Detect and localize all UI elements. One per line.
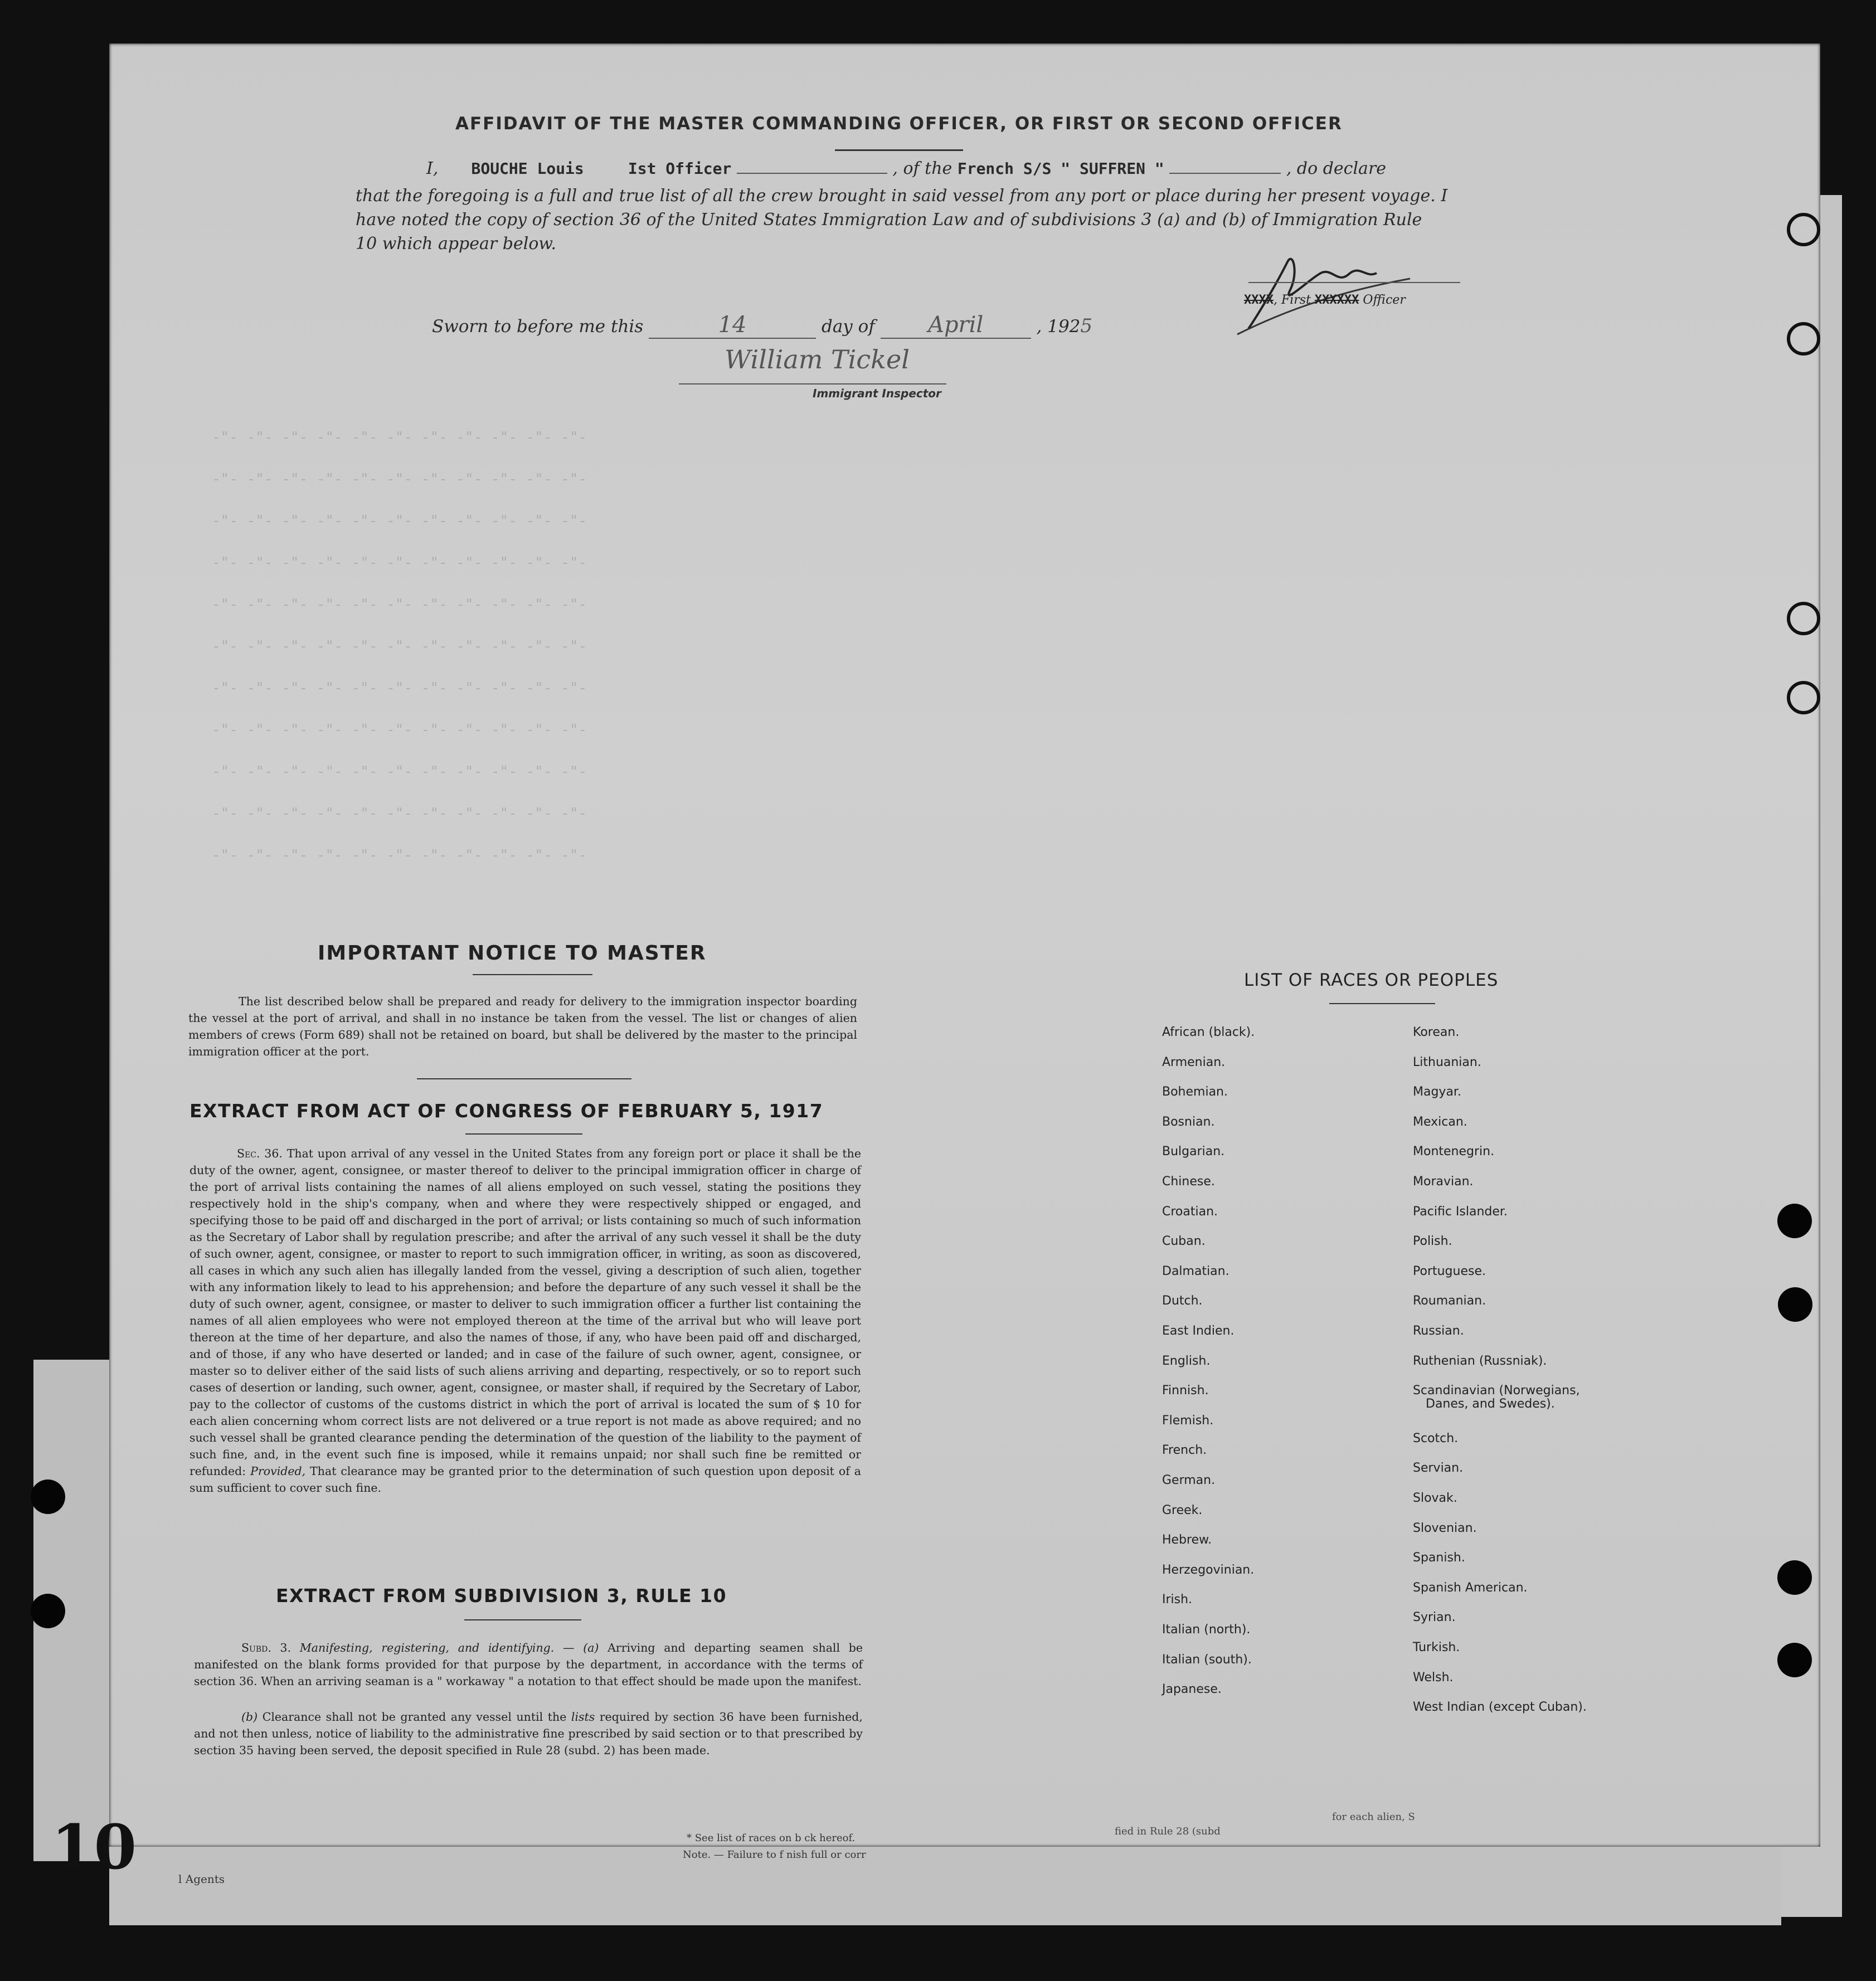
race-item: Armenian. [1162,1055,1226,1069]
race-item: Bohemian. [1162,1085,1228,1099]
footer-each-alien: for each alien, S [1332,1811,1415,1823]
race-item: Polish. [1413,1234,1452,1249]
race-item: Portuguese. [1413,1264,1486,1278]
race-item: Magyar. [1413,1085,1461,1099]
race-item: Korean. [1413,1025,1460,1039]
punch-hole-icon [1787,322,1820,356]
footer-note: Note. — Failure to f nish full or corr [683,1849,866,1861]
punch-hole-icon [1777,1560,1812,1595]
affidavit-body: that the foregoing is a full and true list of all the crew brought in said vessel from any port or place during her present voyage. I have noted the copy of section 36 of the United States Immigration Law and of subdivisions 3 (a) and (b) of Immigration Rule 10 which appear below. [356,186,1448,254]
sworn-day: 14 [718,312,747,338]
race-item: Italian (south). [1162,1652,1252,1667]
document-scan: -"- -"- -"- -"- -"- -"- -"- -"- -"- -"- -"- -"- -"- -"- -"- -"- -"- -"- -"- -"- -"- -"- -"- -"- -"- -"- -"- -"- -"- -"- -"- -"- -"- -"- -"- -"- -"- -"- -"- -"- -"- -"- -"- -"- -"- -"- -"- -"- -"- -"- -"- -"- -"- -"- -"- -"- -"- -"- -"- -"- -"- -"- -"- -"- -"- -"- -"- -"- -"- -"- -"- -"- -"- -"- -"- -"- -"- -"- -"- -"- -"- -"- -"- -"- -"- -"- -"- -"- -"- -"- -"- -"- -"- -"- -"- -"- -"- -"- -"- -"- -"- -"- -"- -"- -"- -"- -"- -"- -"- -"- -"- -"- -"- -"- -"- -"- -"- -"- -"- -"- -"- AFFIDAVIT OF THE MASTER COMMANDING OFFICER, OR FIRST OR SECOND OFFICER I, BOUCHE Louis Ist Officer , of the French S/S " SUFFREN " , do declare that the foregoing is a full and true list of all the crew brought in said vessel from any port or place during her present voyage. I have noted the copy of section 36 of the United States Immigration Law and of subdivisions 3 (a) and (b) of Immigration Rule 10 which appear below. XXXX, First XXXXXX Officer Sworn to before me this 14 day of April , 1925 William Tickel Immigrant Inspector IMPORTANT NOTICE TO MASTER The list described below shall be prepared and ready for delivery to the immigration inspector boarding the vessel at the port of arrival, and shall in no instance be taken from the vessel. The list or changes of alien members of crews (Form 689) shall not be retained on board, but shall be delivered by the master to the principal immigration officer at the port. EXTRACT FROM ACT OF CONGRESS OF FEBRUARY 5, 1917 Sec. 36. That upon arrival of any vessel in the United States from any foreign port or place it shall be the duty of the owner, agent, consignee, or master thereof to deliver to the principal immigration officer in charge of the port of arrival lists containing the names of all aliens employed on such vessel, stating the positions they respectively hold in the ship's company, when and where they were respectively shipped or engaged, and specifying those to be paid off and discharged in the port of arrival; or lists containing so much of such information as the Secretary of Labor shall by regulation prescribe; and after the arrival of any such vessel it shall be the duty of such owner, agent, consignee, or master to report to such immigration officer, in writing, as soon as discovered, all cases in which any such alien has illegally landed from the vessel, giving a description of such alien, together with any information likely to lead to his apprehension; and before the departure of any such vessel it shall be the duty of such owner, agent, consignee, or master to deliver to such immigration officer a further list containing the names of all alien employees who were not employed thereon at the time of the arrival but who will leave port thereon at the time of her departure, and also the names of those, if any, who have been paid off and discharged, and of those, if any who have deserted or landed; and in case of the failure of such owner, agent, consignee, or master so to deliver either of the said lists of such aliens arriving and departing, respectively, or so to report such cases of desertion or landing, such owner, agent, consignee, or master shall, if required by the Secretary of Labor, pay to the collector of customs of the customs district in which the port of arrival is located the sum of $ 10 for each alien concerning whom correct lists are not delivered or a true report is not made as above required; and no such vessel shall be granted clearance pending the determination of the question of the liability to the payment of such fine, and, in the event such fine is imposed, while it remains unpaid; nor shall such fine be remitted or refunded: Provided, That clearance may be granted prior to the determination of such question upon deposit of a sum sufficient to cover such fine. EXTRACT FROM SUBDIVISION 3, RULE 10 Subd. 3. Manifesting, registering, and identifying. — (a) Arriving and departing seamen shall be manifested on the blank forms provided for that purpose by the department, in accordance with the terms of section 36. When an arriving seaman is a " workaway " a notation to that effect should be made upon the manifest. (b) Clearance shall not be granted any vessel until the lists required by section 36 have been furnished, and not then unless, notice of liability to the administrative fine prescribed by said section or to that prescribed by section 35 having been served, the deposit specified in Rule 28 (subd. 2) has been made. LIST OF RACES OR PEOPLES African (black). Armenian. Bohemian. Bosnian. Bulgarian. Chinese. Croatian. Cuban. Dalmatian. Dutch. East Indien. English. Finnish. Flemish. French. German. Greek. Hebrew. Herzegovinian. Irish. Italian (north). Italian (south). Japanese. Korean. Lithuanian. Magyar. Mexican. Montenegrin. Moravian. Pacific Islander. Polish. Portuguese. Roumanian. Russian. Ruthenian (Russniak). Scandinavian (Norwegians, Danes, and Swedes). Scotch. Servian. Slovak. Slovenian. Spanish. Spanish American. Syrian. Turkish. Welsh. West Indian (except Cuban). 10 l Agents * See list of races on b ck hereof. Note. — Failure to f nish full or corr fied in Rule 28 (subd for each alien, S [0,0,1876,1981]
clause-b-text-1: Clearance shall not be granted any vessel until the [262,1710,567,1724]
lists-word: lists [571,1710,595,1724]
race-item: Greek. [1162,1503,1203,1517]
extract-act-underline [465,1133,582,1135]
race-item: Dutch. [1162,1294,1203,1308]
punch-hole-icon [31,1594,65,1628]
officer-name: BOUCHE Louis [471,159,584,178]
notice-body: The list described below shall be prepared and ready for delivery to the immigration inspector boarding the vessel at the port of arrival, and shall in no instance be taken from the vessel. The list or changes of alien members of crews (Form 689) shall not be retained on board, but shall be delivered by the master to the principal immigration officer at the port. [188,995,857,1058]
race-item: East Indien. [1162,1324,1235,1338]
punch-hole-icon [1787,213,1820,246]
clause-b-label: (b) [241,1710,258,1724]
race-item: Herzegovinian. [1162,1563,1255,1577]
race-item: Montenegrin. [1413,1145,1495,1159]
extract-rule-underline [464,1619,581,1620]
punch-hole-icon [31,1479,65,1514]
affidavit-declaration-line [426,159,1386,178]
sworn-line [432,312,1092,339]
race-item: Mexican. [1413,1114,1467,1129]
notice-title: IMPORTANT NOTICE TO MASTER [318,942,707,965]
of-the-label: , of the [892,159,952,178]
race-item: Danes, and Swedes). [1426,1397,1555,1411]
punch-hole-icon [1777,1204,1812,1238]
race-item: Syrian. [1413,1610,1456,1625]
inspector-signature: William Tickel [725,344,910,374]
do-declare-label: , do declare [1286,159,1387,178]
race-item: Chinese. [1162,1175,1215,1189]
race-item: Bulgarian. [1162,1145,1225,1159]
punch-hole-icon [1787,602,1820,635]
officer-signature-line [1248,282,1460,283]
races-underline [1329,1003,1435,1004]
punch-hole-icon [1787,681,1820,714]
race-item: Slovak. [1413,1491,1457,1505]
vessel-name: French S/S " SUFFREN " [957,159,1164,178]
affidavit-title: AFFIDAVIT OF THE MASTER COMMANDING OFFICER, OR FIRST OR SECOND OFFICER [455,114,1343,134]
sworn-prefix: Sworn to before me this [432,317,644,337]
race-item: Scotch. [1413,1431,1459,1445]
race-item: Bosnian. [1162,1114,1215,1129]
pronoun-i: I, [426,159,439,178]
subd-label: Subd. 3. [241,1641,291,1654]
race-item: Croatian. [1162,1204,1218,1219]
sec-36-text: That upon arrival of any vessel in the United States from any foreign port or place it shall be the duty of the owner, agent, consignee, or master thereof to deliver to the principal immigration officer in charge of the port of arrival lists containing the names of all aliens employed on such vessel, stating the positions they respectively hold in the ship's company, when and where they were respectively shipped or engaged, and specifying those to be paid off and discharged in the port of arrival; or lists containing so much of such information as the Secretary of Labor shall by regulation prescribe; and after the arrival of any such vessel it shall be the duty of such owner, agent, consignee, or master to report to such immigration officer, in writing, as soon as discovered, all cases in which any such alien has illegally landed from the vessel, giving a description of such alien, together with any information likely to lead to his apprehension; and before the departure of any such vessel it shall be the duty of such owner, agent, consignee, or master to deliver to such immigration officer a further list containing the names of all alien employees who were not employed thereon at the time of the arrival but who will leave port thereon at the time of her departure, and also the names of those, if any, who have been paid off and discharged, and of those, if any who have deserted or landed; and in case of the failure of such owner, agent, consignee, or master so to deliver either of the said lists of such aliens arriving and departing, respectively, or so to report such cases of desertion or landing, such owner, agent, consignee, or master shall, if required by the Secretary of Labor, pay to the collector of customs of the customs district in which the port of arrival is located the sum of $ 10 for each alien concerning whom correct lists are not delivered or a true report is not made as above required; and no such vessel shall be granted clearance pending the determination of the question of the liability to the payment of such fine, and, in the event such fine is imposed, while it remains unpaid; nor shall such fine be remitted or refunded: [189,1147,861,1478]
race-item: Russian. [1413,1324,1464,1338]
race-item: Irish. [1162,1593,1193,1607]
race-item: Cuban. [1162,1234,1206,1249]
section-divider [417,1078,631,1079]
race-item: French. [1162,1443,1207,1458]
race-item: Scandinavian (Norwegians, [1413,1384,1580,1398]
officer-rank: Ist Officer [628,159,732,178]
subdivision-b-text [194,1709,863,1759]
struck-text: XXXXXX [1314,293,1359,307]
provided-label: Provided, [250,1464,306,1478]
race-item: Ruthenian (Russniak). [1413,1354,1547,1368]
subdivision-a-text [194,1639,863,1690]
race-item: Spanish. [1413,1551,1465,1565]
race-item: Hebrew. [1162,1533,1212,1547]
extract-act-title: EXTRACT FROM ACT OF CONGRESS OF FEBRUARY 5, 1917 [189,1100,824,1122]
race-item: Roumanian. [1413,1294,1486,1308]
sworn-month: April [928,312,984,338]
title-underline [835,149,963,151]
sec-label: Sec. 36. [237,1147,283,1160]
footer-agents: l Agents [178,1872,225,1886]
sworn-year-digit: 5 [1080,315,1093,337]
officer-label: Officer [1363,293,1406,307]
punch-hole-icon [1778,1287,1812,1322]
race-item: Pacific Islander. [1413,1204,1508,1219]
race-item: Lithuanian. [1413,1055,1481,1069]
extract-act-body [189,1145,861,1496]
day-of-label: day of [821,317,875,337]
race-item: Slovenian. [1413,1521,1477,1535]
race-item: Japanese. [1162,1682,1222,1697]
footer-see-list: * See list of races on b ck hereof. [687,1832,856,1844]
clause-b-text-2: required by section 36 have been furnished, and not then unless, notice of liability to the administrative fine prescribed by said section or to that prescribed by section 35 having been served, the deposit specified in Rule 28 (subd. 2) has been made. [194,1710,863,1757]
punch-hole-icon [1777,1643,1812,1677]
race-item: Servian. [1413,1461,1464,1476]
race-item: Finnish. [1162,1384,1209,1398]
provided-text: That clearance may be granted prior to the determination of such question upon deposit of a sum sufficient to cover such fine. [189,1464,861,1495]
race-item: Flemish. [1162,1413,1214,1428]
race-item: Italian (north). [1162,1623,1251,1637]
race-item: Dalmatian. [1162,1264,1229,1278]
inspector-signature-line [679,383,946,384]
footer-rule-ref: fied in Rule 28 (subd [1115,1826,1221,1837]
race-item: Turkish. [1413,1641,1460,1654]
page-number: 10 [51,1811,137,1883]
races-title: LIST OF RACES OR PEOPLES [1244,970,1499,990]
sworn-year-prefix: , 192 [1036,317,1081,337]
inspector-label: Immigrant Inspector [813,387,941,400]
race-item: English. [1162,1354,1211,1368]
notice-underline [473,974,592,975]
clause-a-text: Arriving and departing seamen shall be manifested on the blank forms provided for that purpose by the department, in accordance with the terms of section 36. When an arriving seaman is a " workaway " a notation to that effect should be made upon the manifest. [194,1641,863,1688]
race-item: Spanish American. [1413,1580,1528,1595]
race-item: West Indian (except Cuban). [1413,1700,1587,1715]
subd-heading: Manifesting, registering, and identifying. [299,1641,555,1654]
officer-signature [1226,240,1416,340]
race-item: Moravian. [1413,1175,1474,1189]
first-label: , First [1273,293,1311,307]
officer-title-line [1244,293,1406,307]
clause-a-label: — (a) [563,1641,599,1654]
race-item: Welsh. [1413,1670,1454,1685]
race-item: German. [1162,1473,1216,1487]
extract-rule-title: EXTRACT FROM SUBDIVISION 3, RULE 10 [276,1585,727,1607]
race-item: African (black). [1162,1025,1255,1039]
struck-text: XXXX [1244,293,1274,307]
